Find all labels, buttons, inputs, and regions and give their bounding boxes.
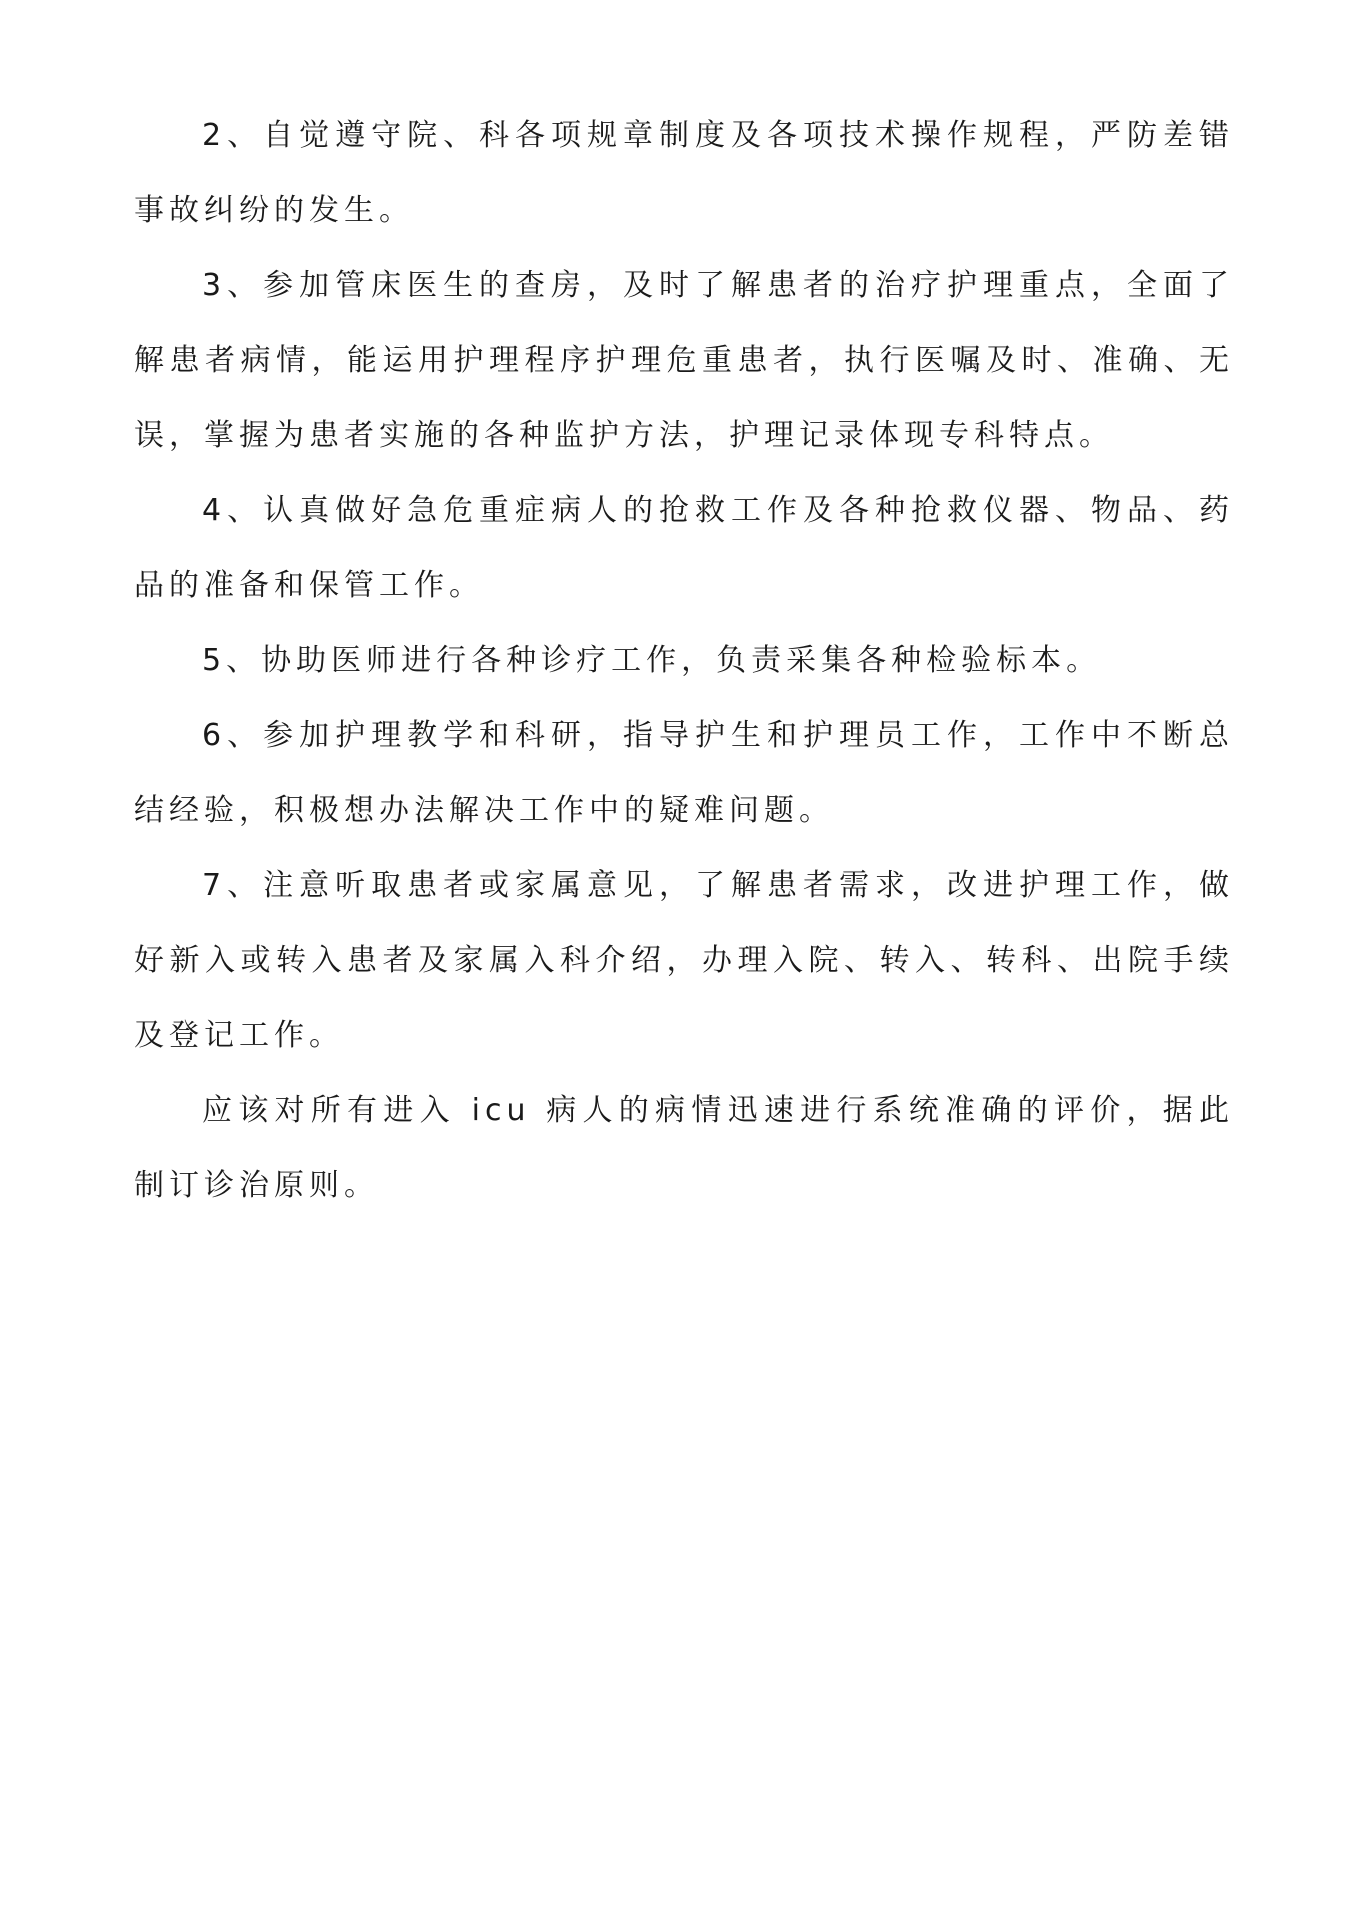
paragraph-icu-assessment: 应该对所有进入 icu 病人的病情迅速进行系统准确的评价，据此制订诊治原则。 (134, 1093, 1234, 1203)
paragraph-duty-4: 4、认真做好急危重症病人的抢救工作及各种抢救仪器、物品、药品的准备和保管工作。 (134, 493, 1234, 603)
paragraph-duty-2: 2、自觉遵守院、科各项规章制度及各项技术操作规程，严防差错事故纠纷的发生。 (134, 118, 1234, 228)
document-body (134, 98, 1234, 1223)
paragraph-duty-5: 5、协助医师进行各种诊疗工作，负责采集各种检验标本。 (202, 643, 1102, 678)
paragraph-duty-7: 7、注意听取患者或家属意见，了解患者需求，改进护理工作，做好新入或转入患者及家属入科介绍，办理入院、转入、转科、出院手续及登记工作。 (134, 868, 1234, 1053)
paragraph-duty-3: 3、参加管床医生的查房，及时了解患者的治疗护理重点，全面了解患者病情，能运用护理程序护理危重患者，执行医嘱及时、准确、无误，掌握为患者实施的各种监护方法，护理记录体现专科特点。 (134, 268, 1234, 453)
paragraph-duty-6: 6、参加护理教学和科研，指导护生和护理员工作，工作中不断总结经验，积极想办法解决工作中的疑难问题。 (134, 718, 1234, 828)
